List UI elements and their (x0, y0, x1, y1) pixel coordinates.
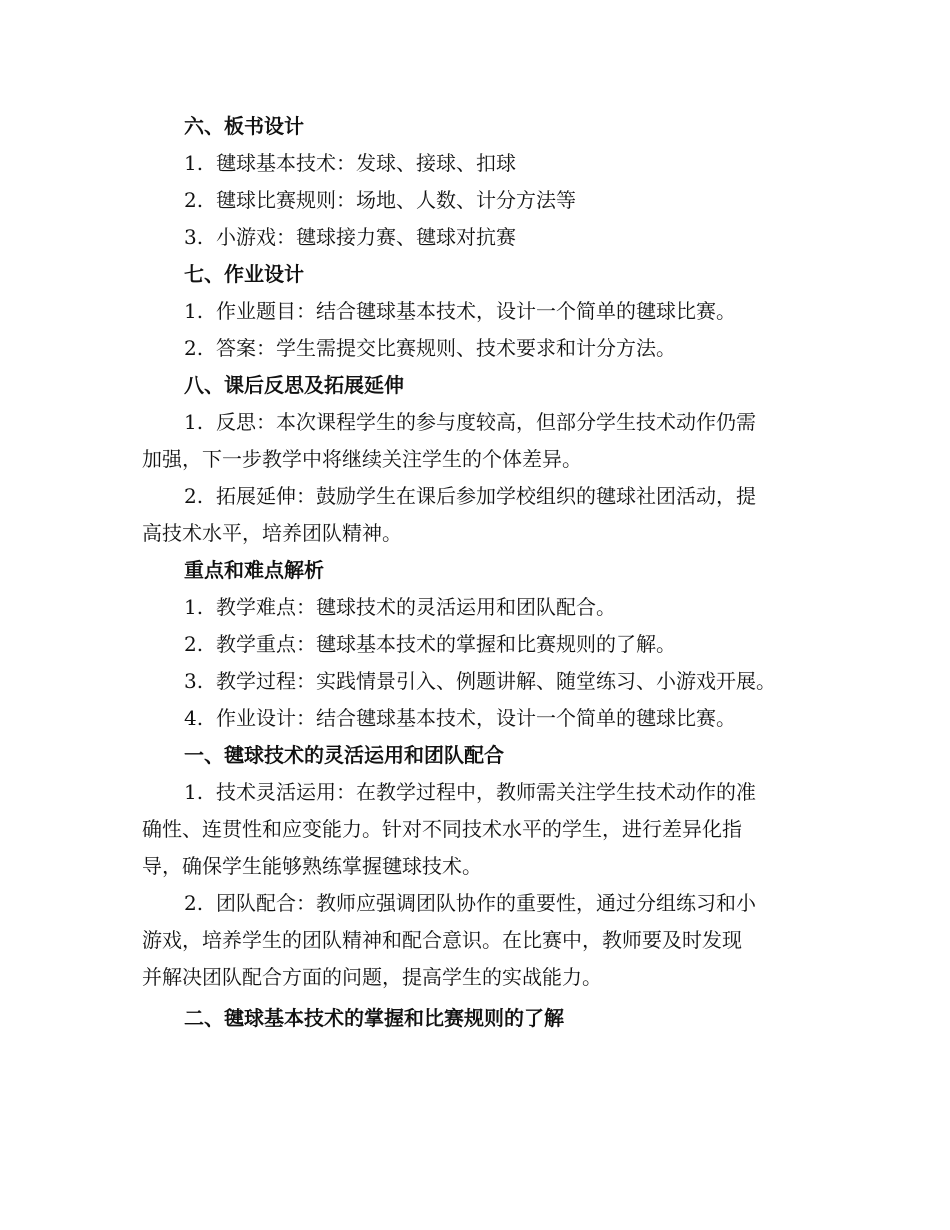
paragraph (142, 478, 812, 552)
list-item (142, 219, 812, 256)
item-text: 教学重点：毽球基本技术的掌握和比赛规则的了解。 (216, 632, 676, 656)
paragraph (142, 885, 812, 996)
list-item (142, 626, 812, 663)
list-item (142, 330, 812, 367)
section-heading-technique-teamwork: 一、毽球技术的灵活运用和团队配合 (184, 743, 504, 767)
item-number: 4. (184, 706, 204, 730)
item-number: 2. (184, 336, 204, 360)
paragraph-line: 拓展延伸：鼓励学生在课后参加学校组织的毽球社团活动，提 (216, 484, 756, 508)
item-number: 3. (184, 225, 204, 249)
paragraph-line: 确性、连贯性和应变能力。针对不同技术水平的学生，进行差异化指 (142, 817, 742, 841)
section-heading-basic-skills-rules: 二、毽球基本技术的掌握和比赛规则的了解 (184, 1006, 564, 1030)
item-number: 1. (184, 780, 204, 804)
item-number: 2. (184, 484, 204, 508)
item-text: 作业题目：结合毽球基本技术，设计一个简单的毽球比赛。 (216, 299, 736, 323)
item-number: 2. (184, 891, 204, 915)
section-heading-key-points: 重点和难点解析 (184, 558, 324, 582)
paragraph-line: 反思：本次课程学生的参与度较高，但部分学生技术动作仍需 (216, 410, 756, 434)
item-number: 2. (184, 188, 204, 212)
item-text: 毽球基本技术：发球、接球、扣球 (216, 151, 516, 175)
paragraph-line: 高技术水平，培养团队精神。 (142, 521, 402, 545)
paragraph-line: 团队配合：教师应强调团队协作的重要性，通过分组练习和小 (216, 891, 756, 915)
paragraph-line: 技术灵活运用：在教学过程中，教师需关注学生技术动作的准 (216, 780, 756, 804)
list-item (142, 145, 812, 182)
paragraph-line: 游戏，培养学生的团队精神和配合意识。在比赛中，教师要及时发现 (142, 928, 742, 952)
list-item (142, 589, 812, 626)
item-number: 2. (184, 632, 204, 656)
paragraph-line: 加强，下一步教学中将继续关注学生的个体差异。 (142, 447, 582, 471)
list-item (142, 293, 812, 330)
item-text: 教学难点：毽球技术的灵活运用和团队配合。 (216, 595, 616, 619)
list-item (142, 182, 812, 219)
item-text: 教学过程：实践情景引入、例题讲解、随堂练习、小游戏开展。 (216, 669, 776, 693)
list-item (142, 700, 812, 737)
item-text: 作业设计：结合毽球基本技术，设计一个简单的毽球比赛。 (216, 706, 736, 730)
section-heading-homework-design: 七、作业设计 (184, 262, 304, 286)
item-number: 3. (184, 669, 204, 693)
item-number: 1. (184, 410, 204, 434)
paragraph-line: 并解决团队配合方面的问题，提高学生的实战能力。 (142, 965, 602, 989)
item-text: 毽球比赛规则：场地、人数、计分方法等 (216, 188, 576, 212)
item-text: 小游戏：毽球接力赛、毽球对抗赛 (216, 225, 516, 249)
item-number: 1. (184, 595, 204, 619)
paragraph (142, 774, 812, 885)
item-text: 答案：学生需提交比赛规则、技术要求和计分方法。 (216, 336, 676, 360)
item-number: 1. (184, 151, 204, 175)
section-heading-board-design: 六、板书设计 (184, 114, 304, 138)
item-number: 1. (184, 299, 204, 323)
list-item (142, 663, 812, 700)
section-heading-reflection: 八、课后反思及拓展延伸 (184, 373, 404, 397)
paragraph-line: 导，确保学生能够熟练掌握毽球技术。 (142, 854, 482, 878)
paragraph (142, 404, 812, 478)
document-body (142, 108, 812, 1037)
